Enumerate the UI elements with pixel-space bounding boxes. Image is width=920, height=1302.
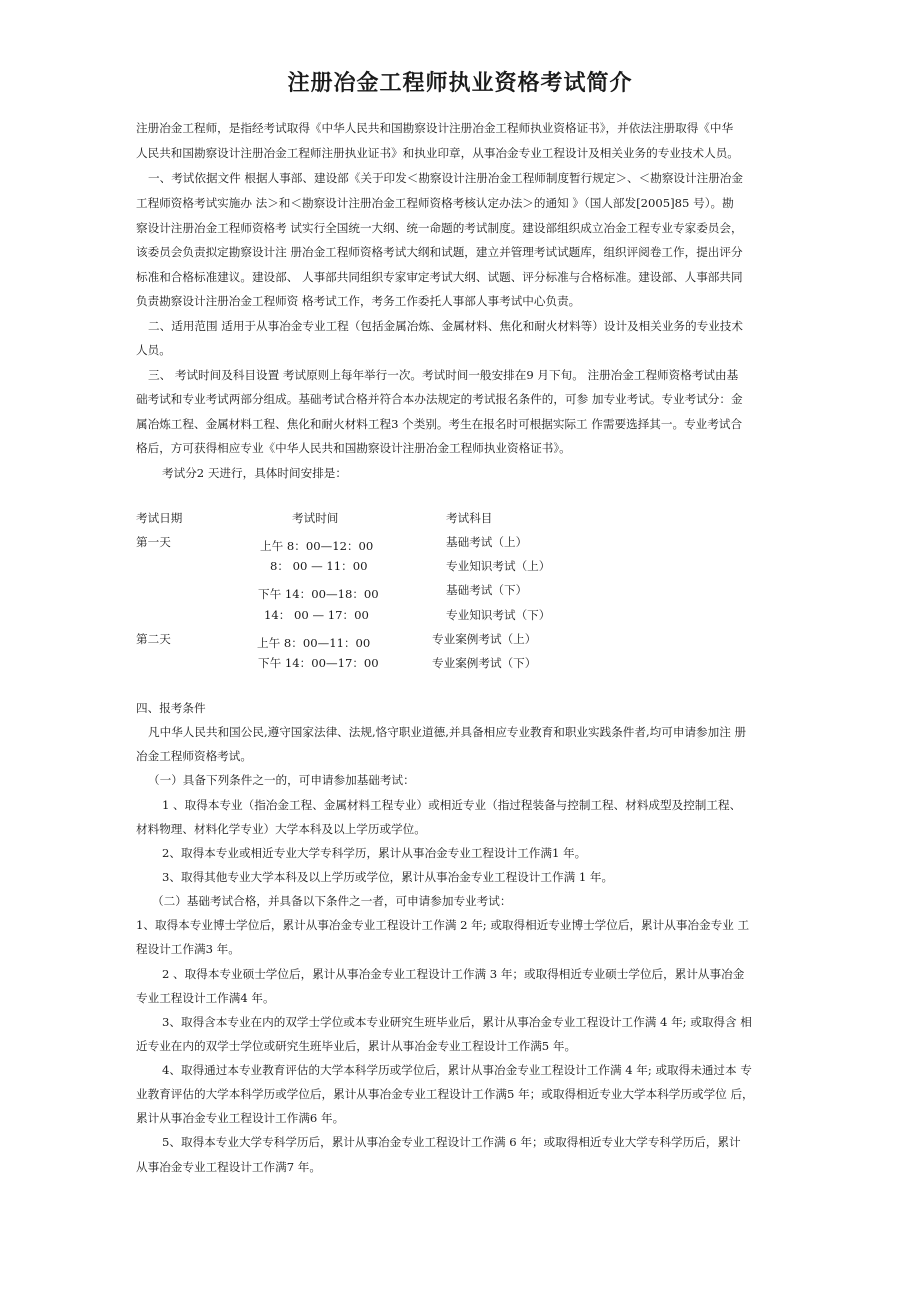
schedule-subject: 基础考试（上）: [446, 535, 528, 549]
schedule-time: 下午 14：00—18：00: [258, 587, 379, 601]
professional-item: 1、取得本专业博士学位后，累计从事冶金专业工程设计工作满 2 年; 或取得相近专业博士学位后，累计从事冶金专业 工: [136, 918, 750, 932]
section3-line: 三、 考试时间及科目设置 考试原则上每年举行一次。考试时间一般安排在9 月下旬。 注册冶金工程师资格考试由基: [148, 368, 739, 382]
header-date: 考试日期: [136, 511, 183, 525]
professional-item: 累计从事冶金专业工程设计工作满6 年。: [136, 1111, 345, 1125]
schedule-intro: 考试分2 天进行，具体时间安排是：: [162, 466, 347, 480]
schedule-subject: 专业知识考试（下）: [446, 608, 551, 622]
basic-item: 1 、取得本专业（指冶金工程、金属材料工程专业）或相近专业（指过程装备与控制工程、材料成型及控制工程、: [162, 798, 742, 812]
professional-item: 近专业在内的双学士学位或研究生班毕业后，累计从事冶金专业工程设计工作满5 年。: [136, 1039, 577, 1053]
basic-item: 3、取得其他专业大学本科及以上学历或学位，累计从事冶金专业工程设计工作满 1 年。: [162, 870, 614, 884]
professional-item: 程设计工作满3 年。: [136, 942, 240, 956]
professional-heading: （二）基础考试合格，并具备以下条件之一者，可申请参加专业考试：: [152, 894, 512, 908]
section2-line: 人员。: [136, 343, 171, 357]
section1-line: 该委员会负责拟定勘察设计注 册冶金工程师资格考试大纲和试题，建立并管理考试试题库，组织评阅卷工作，提出评分: [136, 245, 743, 259]
professional-item: 2 、取得本专业硕士学位后，累计从事冶金专业工程设计工作满 3 年；或取得相近专业硕士学位后，累计从事冶金: [162, 967, 745, 981]
section3-line: 属冶炼工程、金属材料工程、焦化和耐火材料工程3 个类别。考生在报名时可根据实际工 作需要选择其一。专业考试合: [136, 417, 743, 431]
day-label-2: 第二天: [136, 632, 171, 646]
intro-line: 人民共和国勘察设计注册冶金工程师注册执业证书》和执业印章，从事冶金专业工程设计及相关业务的专业技术人员。: [136, 146, 739, 160]
section4-intro-line: 凡中华人民共和国公民,遵守国家法律、法规,恪守职业道德,并具备相应专业教育和职业实践条件者,均可申请参加注 册: [148, 725, 747, 739]
professional-item: 专业工程设计工作满4 年。: [136, 991, 275, 1005]
day-label-1: 第一天: [136, 535, 171, 549]
header-subject: 考试科目: [446, 511, 493, 525]
schedule-time: 上午 8：00—12：00: [260, 539, 374, 553]
schedule-subject: 专业知识考试（上）: [446, 559, 551, 573]
section4-intro-line: 冶金工程师资格考试。: [136, 749, 252, 763]
basic-item: 2、取得本专业或相近专业大学专科学历，累计从事冶金专业工程设计工作满1 年。: [162, 846, 587, 860]
professional-item: 业教育评估的大学本科学历或学位后，累计从事冶金专业工程设计工作满5 年；或取得相近专业大学本科学历或学位 后，: [136, 1087, 754, 1101]
professional-item: 4、取得通过本专业教育评估的大学本科学历或学位后，累计从事冶金专业工程设计工作满 4 年; 或取得未通过本 专: [162, 1063, 752, 1077]
intro-line: 注册冶金工程师，是指经考试取得《中华人民共和国勘察设计注册冶金工程师执业资格证书》，并依法注册取得《中华: [136, 121, 734, 135]
schedule-time: 上午 8：00—11：00: [257, 636, 371, 650]
schedule-time: 14： 00 — 17：00: [264, 608, 369, 622]
schedule-time: 下午 14：00—17：00: [258, 656, 379, 670]
schedule-subject: 基础考试（下）: [446, 583, 528, 597]
basic-item: 材料物理、材料化学专业）大学本科及以上学历或学位。: [136, 822, 426, 836]
professional-item: 3、取得含本专业在内的双学士学位或本专业研究生班毕业后，累计从事冶金专业工程设计工作满 4 年; 或取得含 相: [162, 1015, 752, 1029]
section3-line: 格后，方可获得相应专业《中华人民共和国勘察设计注册冶金工程师执业资格证书》。: [136, 441, 571, 455]
section1-line: 察设计注册冶金工程师资格考 试实行全国统一大纲、统一命题的考试制度。建设部组织成立冶金工程专业专家委员会，: [136, 221, 743, 235]
professional-item: 5、取得本专业大学专科学历后，累计从事冶金专业工程设计工作满 6 年；或取得相近专业大学专科学历后，累计: [162, 1135, 741, 1149]
professional-item: 从事冶金专业工程设计工作满7 年。: [136, 1160, 321, 1174]
section1-line: 一、考试依据文件 根据人事部、建设部《关于印发＜勘察设计注册冶金工程师制度暂行规定＞、＜勘察设计注册冶金: [148, 171, 743, 185]
document-title: 注册冶金工程师执业资格考试简介: [287, 71, 633, 96]
schedule-subject: 专业案例考试（下）: [432, 656, 537, 670]
header-time: 考试时间: [292, 511, 339, 525]
section1-line: 标准和合格标准建议。建设部、 人事部共同组织专家审定考试大纲、试题、评分标准与合格标准。建设部、人事部共同: [136, 270, 743, 284]
section3-line: 础考试和专业考试两部分组成。基础考试合格并符合本办法规定的考试报名条件的，可参 加专业考试。专业考试分：金: [136, 392, 743, 406]
section1-line: 工程师资格考试实施办 法＞和＜勘察设计注册冶金工程师资格考核认定办法＞的通知 》（国人部发[2005]85 号）。勘: [136, 196, 734, 210]
section1-line: 负责勘察设计注册冶金工程师资 格考试工作，考务工作委托人事部人事考试中心负责。: [136, 294, 581, 308]
schedule-subject: 专业案例考试（上）: [432, 632, 537, 646]
section4-title: 四、报考条件: [136, 701, 206, 715]
basic-heading: （一）具备下列条件之一的，可申请参加基础考试：: [148, 773, 415, 787]
schedule-time: 8： 00 — 11：00: [270, 559, 368, 573]
section2-line: 二、适用范围 适用于从事冶金专业工程（包括金属冶炼、金属材料、焦化和耐火材料等）设计及相关业务的专业技术: [148, 319, 743, 333]
